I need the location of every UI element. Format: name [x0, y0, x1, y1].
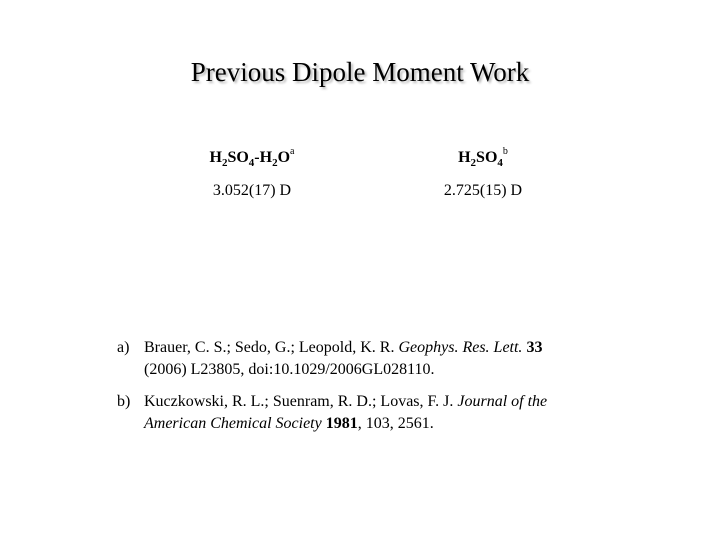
- slide-title: Previous Dipole Moment Work: [190, 57, 530, 87]
- reference-b-authors: Kuczkowski, R. L.; Suenram, R. D.; Lovas, F. J.: [144, 393, 454, 410]
- reference-b-details: , 103, 2561.: [357, 415, 434, 432]
- complex-formula: $H_2SO_4-H_2O^a$: [209, 146, 295, 169]
- monomer-formula: $H_2SO_4^b$: [458, 146, 508, 169]
- footnote-mark-a: a: [290, 146, 295, 157]
- complex-dipole-value: 3.052(17) D: [212, 182, 292, 199]
- reference-a-details: (2006) L23805, doi:10.1029/2006GL028110.: [144, 361, 435, 378]
- reference-b-journal-part2: American Chemical Society: [144, 415, 322, 432]
- reference-a-journal: Geophys. Res. Lett.: [398, 339, 523, 356]
- reference-a-authors: Brauer, C. S.; Sedo, G.; Leopold, K. R.: [144, 339, 395, 356]
- reference-b-label: b): [117, 393, 131, 410]
- reference-a-label: a): [117, 339, 130, 356]
- reference-b-year: 1981: [325, 415, 358, 432]
- reference-b-journal-part1: Journal of the: [457, 393, 548, 410]
- reference-a-volume: 33: [526, 339, 543, 356]
- footnote-mark-b: b: [502, 146, 508, 157]
- monomer-dipole-value: 2.725(15) D: [443, 182, 523, 199]
